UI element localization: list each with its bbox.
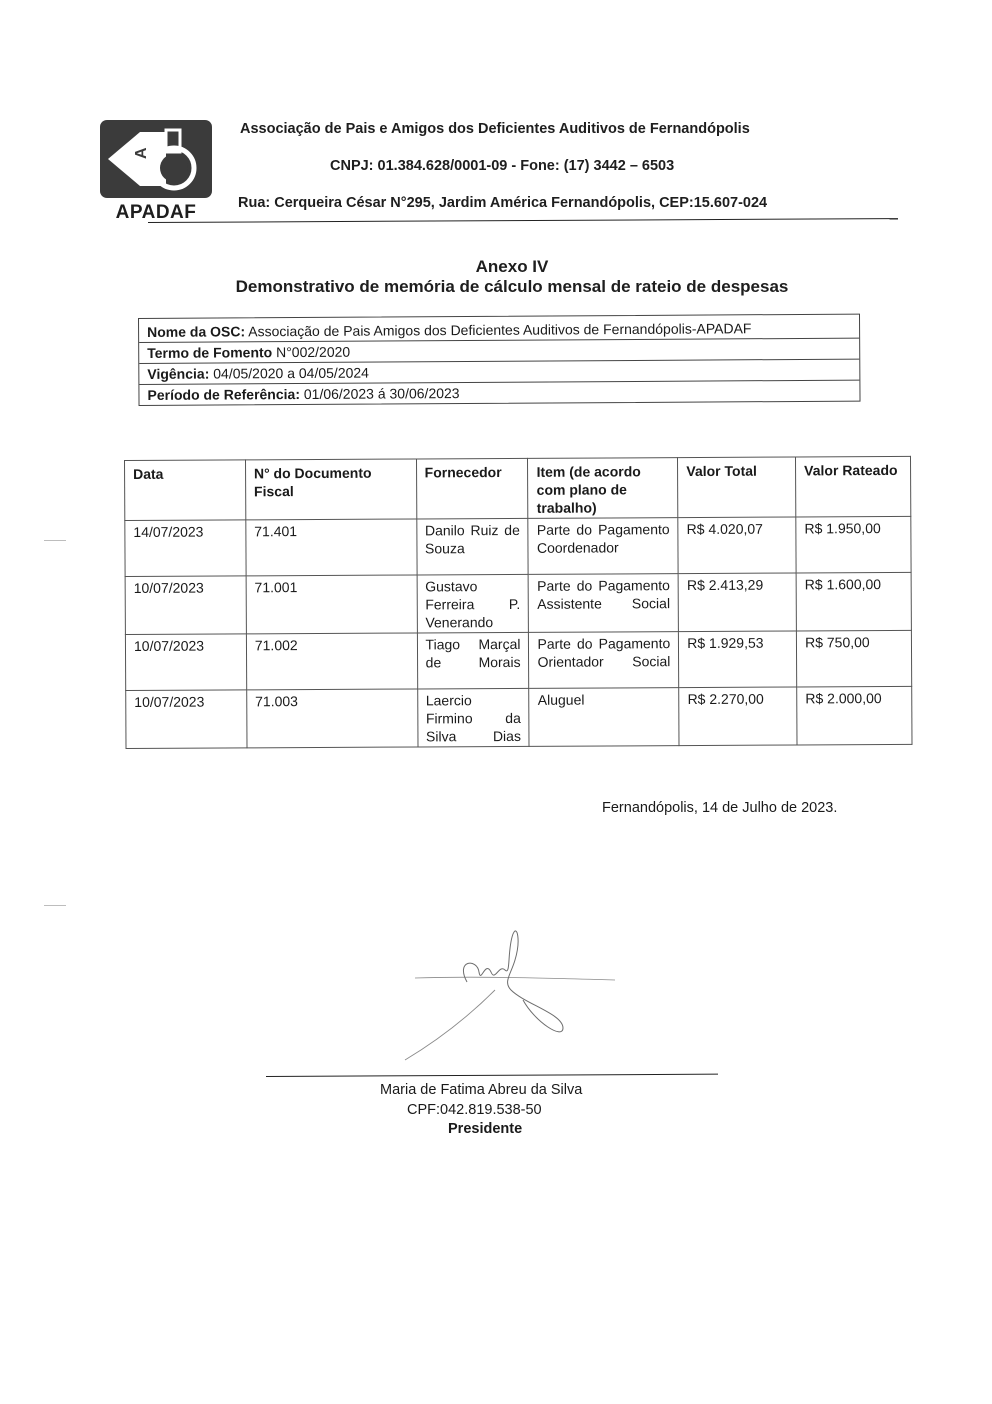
cell-fornecedor: Gustavo Ferreira P. Venerando xyxy=(417,574,529,633)
cell-data: 10/07/2023 xyxy=(125,634,246,691)
table-row xyxy=(126,686,912,748)
cell-data: 14/07/2023 xyxy=(125,520,246,577)
cell-total: R$ 1.929,53 xyxy=(679,631,797,688)
osc-info-box xyxy=(138,314,861,406)
handwritten-signature xyxy=(395,920,625,1070)
cell-doc: 71.002 xyxy=(246,633,417,690)
org-name: Associação de Pais e Amigos dos Deficientes Auditivos de Fernandópolis xyxy=(240,121,750,137)
termo-fomento-label: Termo de Fomento xyxy=(147,344,273,361)
periodo-value: 01/06/2023 á 30/06/2023 xyxy=(299,385,460,403)
cell-fornecedor: Danilo Ruiz de Souza xyxy=(416,518,528,575)
termo-fomento-value: N°002/2020 xyxy=(272,343,351,361)
col-header-documento: N° do Documento Fiscal xyxy=(245,459,416,520)
cell-fornecedor: Laercio Firmino da Silva Dias xyxy=(417,688,529,747)
col-header-item: Item (de acordo com plano de trabalho) xyxy=(528,458,678,519)
signature-line xyxy=(266,1074,718,1077)
cell-item: Aluguel xyxy=(529,688,679,747)
apadaf-logo xyxy=(100,120,212,222)
cell-item: Parte do Pagamento Coordenador xyxy=(528,518,678,575)
svg-text:A: A xyxy=(133,147,150,159)
header-divider xyxy=(148,218,898,223)
cell-fornecedor: Tiago Marçal de Morais xyxy=(417,632,529,689)
place-date: Fernandópolis, 14 de Julho de 2023. xyxy=(602,800,838,816)
scan-mark xyxy=(44,540,66,541)
signer-cpf: CPF:042.819.538-50 xyxy=(407,1102,542,1118)
annex-title: Anexo IV xyxy=(475,257,549,276)
col-header-data: Data xyxy=(125,460,246,521)
cell-total: R$ 2.413,29 xyxy=(678,573,796,632)
document-subtitle: Demonstrativo de memória de cálculo mensal de rateio de despesas xyxy=(235,277,789,296)
cell-rateado: R$ 750,00 xyxy=(796,630,911,687)
cell-data: 10/07/2023 xyxy=(125,576,246,635)
periodo-label: Período de Referência: xyxy=(147,386,301,403)
vigencia-value: 04/05/2020 a 04/05/2024 xyxy=(209,364,369,382)
col-header-fornecedor: Fornecedor xyxy=(416,458,528,519)
signer-role: Presidente xyxy=(448,1121,523,1137)
col-header-valor-total: Valor Total xyxy=(678,457,796,518)
cell-rateado: R$ 1.950,00 xyxy=(796,516,911,573)
logo-emblem xyxy=(100,120,212,198)
col-header-valor-rateado: Valor Rateado xyxy=(796,456,911,517)
cell-total: R$ 4.020,07 xyxy=(678,517,796,574)
vigencia-label: Vigência: xyxy=(147,365,210,382)
cell-data: 10/07/2023 xyxy=(126,690,247,749)
expense-apportionment-table xyxy=(124,456,913,749)
address-line: Rua: Cerqueira César N°295, Jardim América Fernandópolis, CEP:15.607-024 xyxy=(238,195,768,211)
osc-name-label: Nome da OSC: xyxy=(147,323,246,340)
table-row xyxy=(125,572,911,634)
periodo-row xyxy=(139,380,859,405)
cell-rateado: R$ 2.000,00 xyxy=(797,686,912,745)
logo-text: APADAF xyxy=(115,202,197,223)
cell-total: R$ 2.270,00 xyxy=(679,687,797,746)
cnpj-phone-line: CNPJ: 01.384.628/0001-09 - Fone: (17) 3442 – 6503 xyxy=(330,158,675,174)
cell-item: Parte do Pagamento Assistente Social xyxy=(529,574,679,633)
table-header-row xyxy=(125,456,911,520)
signer-name: Maria de Fatima Abreu da Silva xyxy=(380,1082,583,1098)
cell-doc: 71.003 xyxy=(247,689,418,748)
ear-logo-icon xyxy=(100,120,212,198)
osc-name-value: Associação de Pais Amigos dos Deficientes Auditivos de Fernandópolis-APADAF xyxy=(245,320,752,340)
table-row xyxy=(125,630,911,690)
cell-doc: 71.001 xyxy=(246,575,417,634)
cell-doc: 71.401 xyxy=(246,519,417,576)
cell-item: Parte do Pagamento Orientador Social xyxy=(529,632,679,689)
cell-rateado: R$ 1.600,00 xyxy=(796,572,911,631)
scan-mark xyxy=(44,905,66,906)
table-row xyxy=(125,516,911,576)
